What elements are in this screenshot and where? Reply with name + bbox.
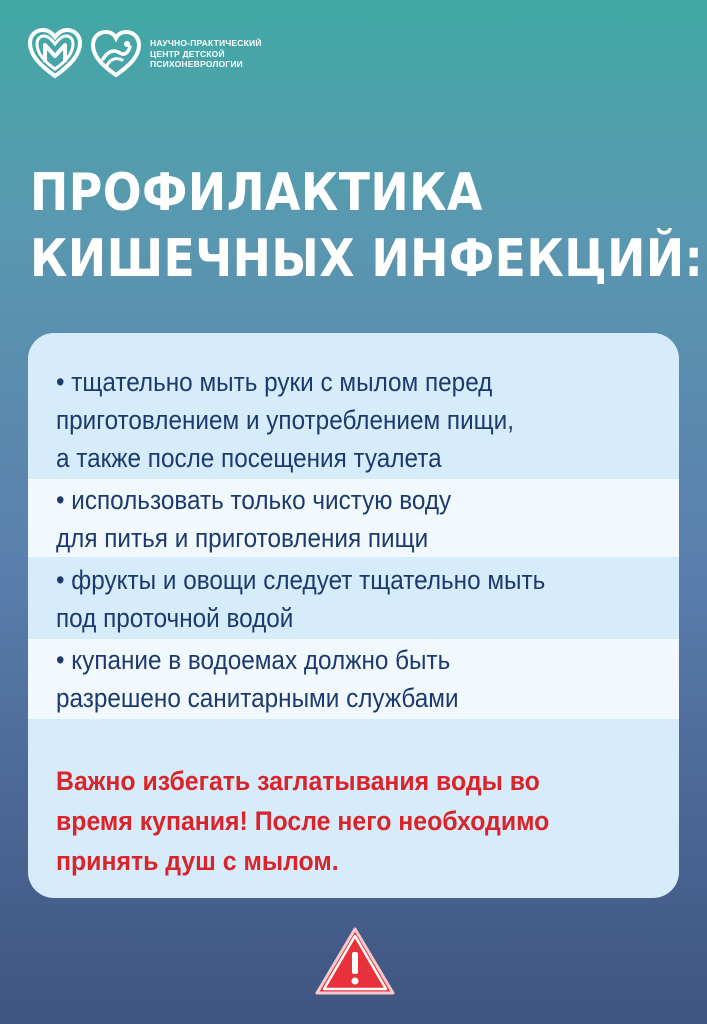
list-item: • тщательно мыть руки с мылом перед приготовлением и употреблением пищи, а также после посещения туалета (56, 367, 514, 473)
advice-card (28, 333, 679, 898)
heart-m-logo-icon (28, 28, 82, 80)
organization-name: НАУЧНО-ПРАКТИЧЕСКИЙ ЦЕНТР ДЕТСКОЙ ПСИХОНЕВРОЛОГИИ (150, 38, 262, 70)
page-title: ПРОФИЛАКТИКА КИШЕЧНЫХ ИНФЕКЦИЙ: (30, 163, 704, 289)
list-item: • фрукты и овощи следует тщательно мыть под проточной водой (56, 565, 546, 633)
list-item: • купание в водоемах должно быть разрешено санитарными службами (28, 639, 679, 719)
header (28, 28, 290, 80)
list-item: • использовать только чистую воду для питья и приготовления пищи (28, 479, 679, 557)
warning-text: Важно избегать заглатывания воды во время купания! После него необходимо принять душ с мылом. (56, 766, 550, 876)
heart-hands-logo-icon (90, 29, 142, 79)
warning-triangle-icon (313, 924, 397, 998)
